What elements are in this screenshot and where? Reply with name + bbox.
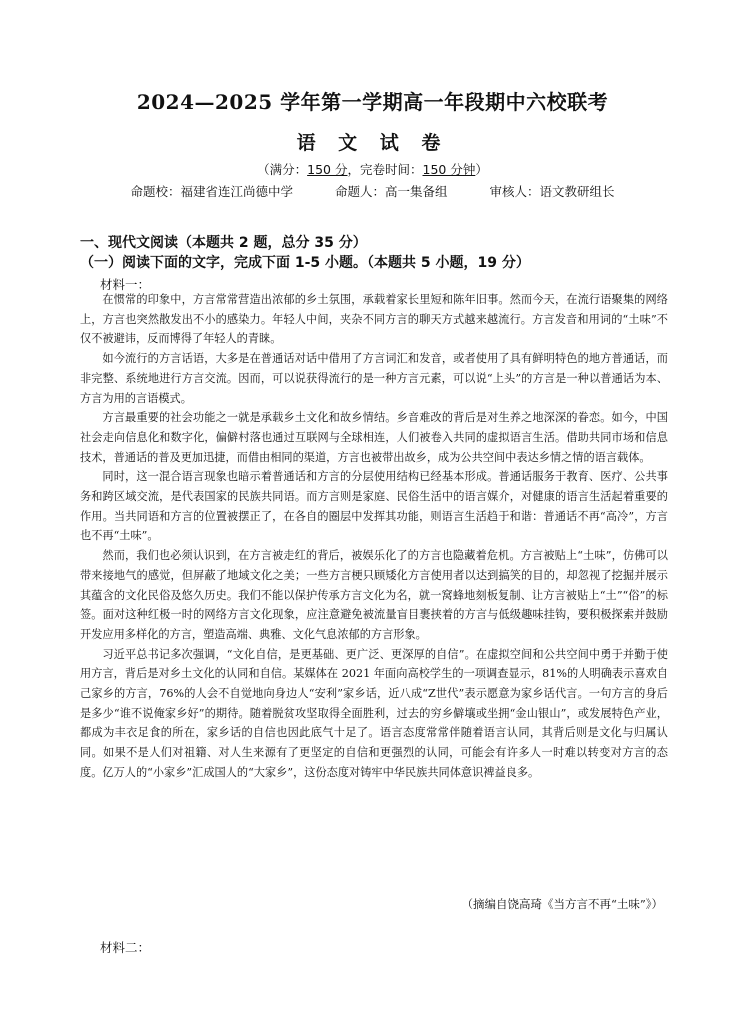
paragraph: 然而，我们也必须认识到，在方言被走红的背后，被娱乐化了的方言也隐藏着危机。方言被贴上“土味”，仿佛可以带来接地气的感觉，但屏蔽了地域文化之美；一些方言梗只顾矮化方言使用者以达到搞笑的目的，却忽视了挖掘并展示其蕴含的文化民俗及悠久历史。我们不能以保护传承方言文化为名，就一窝蜂地刻板复制、让方言被贴上“土”“俗”的标签。面对这种红极一时的网络方言文化现象，应注意避免被流量盲目裹挟着的方言与低级趣味挂钩，要积极探索并鼓励开发应用多样化的方言，塑造高端、典雅、文化气息浓郁的方言形象。 bbox=[80, 549, 668, 641]
setter: 命题人：高一集备组 bbox=[334, 184, 448, 199]
paragraph: 方言最重要的社会功能之一就是承载乡土文化和故乡情结。乡音难改的背后是对生养之地深深的眷恋。如今，中国社会走向信息化和数字化，偏僻村落也通过互联网与全球相连，人们被卷入共同的虚拟语言生活。借助共同市场和信息技术，普通话的普及更加迅捷，而借由相同的渠道，方言也被带出故乡，成为公共空间中表达乡情之情的语言载体。 bbox=[80, 411, 668, 464]
section-heading: 一、现代文阅读（本题共 2 题，总分 35 分） bbox=[80, 235, 367, 251]
reading-passage bbox=[80, 290, 668, 783]
material-1-label: 材料一： bbox=[100, 277, 151, 292]
reviewer: 审核人：语文教研组长 bbox=[489, 184, 615, 199]
duration-value: 150 分钟 bbox=[422, 162, 476, 177]
score-value: 150 分 bbox=[307, 162, 348, 177]
exam-title: 2024—2025 学年第一学期高一年段期中六校联考 bbox=[136, 90, 609, 114]
subsection-heading: （一）阅读下面的文字，完成下面 1-5 小题。（本题共 5 小题，19 分） bbox=[80, 255, 530, 271]
setter-school: 命题校：福建省连江尚德中学 bbox=[130, 184, 293, 199]
exam-meta bbox=[0, 160, 745, 178]
paragraph: 在惯常的印象中，方言常常营造出浓郁的乡土氛围，承载着家长里短和陈年旧事。然而今天，在流行语聚集的网络上，方言也突然散发出不小的感染力。年轻人中间，夹杂不同方言的聊天方式越来越流行。方言发音和用词的“土味”不仅不被避讳，反而博得了年轻人的青睐。 bbox=[80, 293, 668, 346]
paragraph: 同时，这一混合语言现象也暗示着普通话和方言的分层使用结构已经基本形成。普通话服务于教育、医疗、公共事务和跨区域交流，是代表国家的民族共同语。而方言则是家庭、民俗生活中的语言媒介，对健康的语言生活起着重要的作用。当共同语和方言的位置被摆正了，在各自的圈层中发挥其功能，则语言生活趋于和谐：普通话不再“高冷”，方言也不再“土味”。 bbox=[80, 470, 668, 543]
meta-suffix: ） bbox=[475, 162, 488, 177]
meta-prefix: （满分： bbox=[257, 162, 308, 177]
paragraph: 习近平总书记多次强调，“文化自信，是更基础、更广泛、更深厚的自信”。在虚拟空间和公共空间中勇于并勤于使用方言，背后是对乡土文化的认同和自信。某媒体在 2021 年面向高校学生的一项调查显示，81%的人明确表示喜欢自己家乡的方言，76%的人会不自觉地向身边人“安利”家乡话，近八成“Z世代”表示愿意为家乡话代言。一句方言的身后是多少“谁不说俺家乡好”的期待。随着脱贫攻坚取得全面胜利，过去的穷乡僻壤或坐拥“金山银山”，或发展特色产业，都成为丰衣足食的所在，家乡话的自信也因此底气十足了。语言态度常常伴随着语言认同，其背后则是文化与归属认同。如果不是人们对祖籍、对人生来源有了更坚定的自信和更强烈的认同，可能会有许多人一时难以转变对方言的态度。亿万人的“小家乡”汇成国人的“大家乡”，这份态度对铸牢中华民族共同体意识裨益良多。 bbox=[80, 647, 668, 779]
passage-source: （摘编自饶高琦《当方言不再“土味”》） bbox=[461, 897, 663, 911]
exam-credits bbox=[0, 182, 745, 200]
meta-mid: ，完卷时间： bbox=[347, 162, 423, 177]
material-2-label: 材料二： bbox=[100, 940, 151, 955]
paragraph: 如今流行的方言话语，大多是在普通话对话中借用了方言词汇和发音，或者使用了具有鲜明特色的地方普通话，而非完整、系统地进行方言交流。因而，可以说获得流行的是一种方言元素，可以说“上头”的方言是一种以普通话为本、方言为用的言语模式。 bbox=[80, 352, 668, 405]
exam-subject: 语 文 试 卷 bbox=[296, 132, 449, 154]
